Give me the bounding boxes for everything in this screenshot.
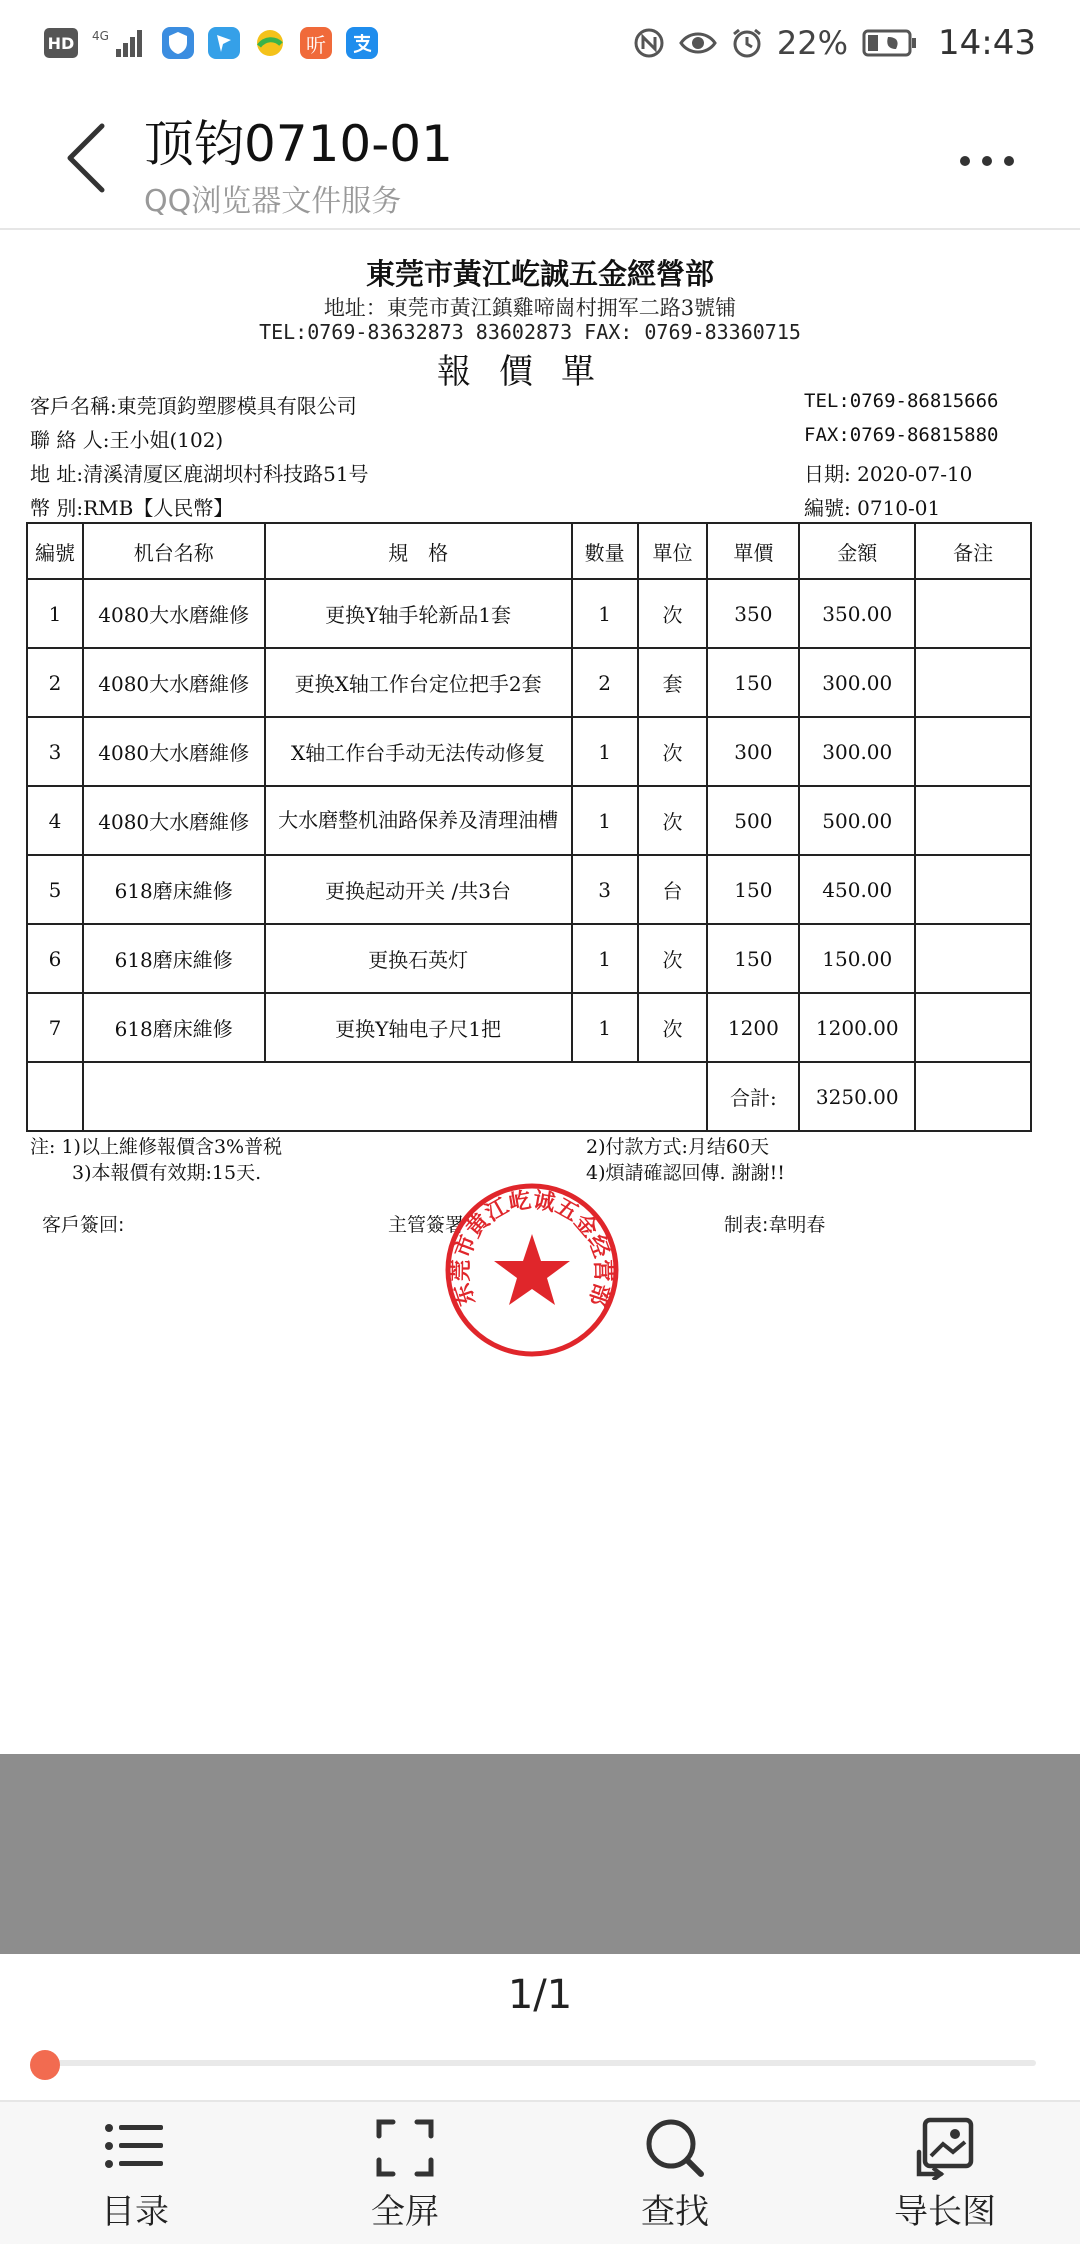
note-3: 3)本報價有效期:15天. (72, 1162, 262, 1184)
page-indicator: 1/1 (507, 1972, 573, 2018)
customer-fax: FAX:0769-86815880 (804, 424, 999, 446)
search-label: 查找 (641, 2192, 709, 2232)
cell-empty (915, 1062, 1031, 1131)
currency: 幣 別:RMB【人民幣】 (30, 496, 234, 520)
page-progress-track[interactable] (44, 2060, 1036, 2066)
cell-note (915, 855, 1031, 924)
search-icon (641, 2116, 709, 2180)
signal-4g-icon (92, 27, 148, 59)
contact-person: 聯 絡 人:王小姐(102) (30, 428, 224, 452)
cell-qty: 3 (572, 855, 638, 924)
back-button[interactable] (56, 116, 120, 200)
more-dot-icon (960, 156, 970, 166)
cell-no: 5 (27, 855, 83, 924)
cell-spec: X轴工作台手动无法传动修复 (265, 717, 572, 786)
fullscreen-label: 全屏 (371, 2192, 439, 2232)
page-subtitle: QQ浏览器文件服务 (144, 184, 402, 219)
cell-price: 350 (707, 579, 799, 648)
back-arrow-icon (56, 116, 120, 200)
toc-button[interactable] (0, 2102, 270, 2244)
cell-price: 300 (707, 717, 799, 786)
cell-machine: 618磨床維修 (83, 924, 265, 993)
col-header-spec: 規 格 (265, 523, 572, 579)
company-name: 東莞市黃江屹誠五金經營部 (365, 257, 714, 291)
cell-machine: 618磨床維修 (83, 855, 265, 924)
fullscreen-icon (371, 2116, 439, 2180)
flag-app-icon (208, 27, 240, 59)
cell-note (915, 648, 1031, 717)
cell-machine: 4080大水磨維修 (83, 579, 265, 648)
customer-signature-label: 客戶簽回: (42, 1214, 125, 1236)
cell-qty: 2 (572, 648, 638, 717)
shield-app-icon (162, 27, 194, 59)
cell-amount: 300.00 (799, 648, 915, 717)
cell-note (915, 786, 1031, 855)
cell-amount: 150.00 (799, 924, 915, 993)
cell-no: 7 (27, 993, 83, 1062)
cell-no: 2 (27, 648, 83, 717)
note-2: 2)付款方式:月结60天 (586, 1136, 770, 1158)
cell-no: 6 (27, 924, 83, 993)
col-header-machine: 机台名称 (83, 523, 265, 579)
table-row (27, 579, 1031, 648)
cell-machine: 4080大水磨維修 (83, 786, 265, 855)
table-row (27, 855, 1031, 924)
cell-amount: 1200.00 (799, 993, 915, 1062)
cell-spec: 更换起动开关 /共3台 (265, 855, 572, 924)
cell-no: 3 (27, 717, 83, 786)
page-progress-handle[interactable] (30, 2050, 60, 2080)
toc-label: 目录 (101, 2192, 169, 2232)
cell-price: 1200 (707, 993, 799, 1062)
network-type-label: 4G (92, 29, 109, 43)
search-button[interactable] (540, 2102, 810, 2244)
clock-time: 14:43 (938, 23, 1036, 63)
table-row (27, 993, 1031, 1062)
cell-spec: 更换Y轴手轮新品1套 (265, 579, 572, 648)
fullscreen-button[interactable] (270, 2102, 540, 2244)
quote-date: 日期: 2020-07-10 (804, 462, 973, 486)
ball-app-icon (254, 27, 286, 59)
cell-note (915, 993, 1031, 1062)
alarm-icon (731, 27, 763, 59)
cell-price: 150 (707, 924, 799, 993)
cell-unit: 次 (638, 579, 708, 648)
cell-unit: 次 (638, 993, 708, 1062)
col-header-unit: 單位 (638, 523, 708, 579)
table-row (27, 648, 1031, 717)
col-header-no: 編號 (27, 523, 83, 579)
table-row (27, 924, 1031, 993)
status-left-icons (44, 27, 378, 59)
cell-qty: 1 (572, 717, 638, 786)
cell-unit: 套 (638, 648, 708, 717)
cell-note (915, 924, 1031, 993)
customer-address: 地 址:清溪清厦区鹿湖坝村科技路51号 (30, 462, 369, 486)
export-image-icon (911, 2116, 979, 2180)
viewer-empty-area (0, 1754, 1080, 1954)
status-right-icons (633, 23, 1036, 63)
cell-note (915, 717, 1031, 786)
supervisor-signature-label: 主管簽署 (388, 1214, 465, 1236)
cell-machine: 618磨床維修 (83, 993, 265, 1062)
cell-qty: 1 (572, 993, 638, 1062)
cell-price: 150 (707, 648, 799, 717)
table-row (27, 717, 1031, 786)
cell-amount: 350.00 (799, 579, 915, 648)
col-header-qty: 數量 (572, 523, 638, 579)
maker-label: 制表:韋明春 (724, 1214, 826, 1236)
eye-icon (679, 27, 717, 59)
battery-percent: 22% (776, 24, 849, 62)
cell-note (915, 579, 1031, 648)
cell-empty (27, 1062, 83, 1131)
ting-app-icon: 听 (300, 27, 332, 59)
cell-amount: 300.00 (799, 717, 915, 786)
hd-icon: HD (44, 28, 78, 58)
col-header-amount: 金額 (799, 523, 915, 579)
cell-unit: 次 (638, 786, 708, 855)
total-label: 合計: (707, 1062, 799, 1131)
quote-table (26, 522, 1032, 1132)
cell-unit: 台 (638, 855, 708, 924)
cell-spec: 更换石英灯 (265, 924, 572, 993)
cell-unit: 次 (638, 924, 708, 993)
cell-machine: 4080大水磨維修 (83, 648, 265, 717)
cell-price: 500 (707, 786, 799, 855)
cell-spec: 更换Y轴电子尺1把 (265, 993, 572, 1062)
customer-name: 客戶名稱:東莞頂鈞塑膠模具有限公司 (30, 394, 357, 418)
bottom-toolbar (0, 2100, 1080, 2244)
status-bar (0, 0, 1080, 86)
cell-spec: 大水磨整机油路保养及清理油槽 (265, 786, 572, 855)
document-title: 報價單 (437, 352, 623, 392)
more-options-button[interactable] (960, 146, 1030, 176)
title-bar (0, 86, 1080, 230)
cell-unit: 次 (638, 717, 708, 786)
note-4: 4)煩請確認回傳. 謝謝!! (586, 1162, 785, 1184)
list-icon (101, 2116, 169, 2180)
company-seal-icon (444, 1182, 620, 1358)
quote-number: 編號: 0710-01 (804, 496, 941, 520)
more-dot-icon (982, 156, 992, 166)
cell-no: 4 (27, 786, 83, 855)
col-header-price: 單價 (707, 523, 799, 579)
export-long-image-button[interactable] (810, 2102, 1080, 2244)
page-title: 顶钧0710-01 (144, 115, 453, 173)
cell-amount: 450.00 (799, 855, 915, 924)
cell-spec: 更换X轴工作台定位把手2套 (265, 648, 572, 717)
note-1: 注: 1)以上維修報價含3%普税 (30, 1136, 283, 1158)
table-header-row (27, 523, 1031, 579)
total-value: 3250.00 (799, 1062, 915, 1131)
cell-machine: 4080大水磨維修 (83, 717, 265, 786)
cell-amount: 500.00 (799, 786, 915, 855)
alipay-app-icon (346, 27, 378, 59)
company-address: 地址：東莞市黃江鎮雞啼崗村拥军二路3號铺 (323, 296, 737, 320)
customer-tel: TEL:0769-86815666 (804, 390, 999, 412)
cell-empty (83, 1062, 708, 1131)
seal-text: 东莞市黄江屹诚五金经营部 (448, 1188, 616, 1309)
cell-qty: 1 (572, 924, 638, 993)
table-total-row (27, 1062, 1031, 1131)
more-dot-icon (1004, 156, 1014, 166)
table-row (27, 786, 1031, 855)
col-header-note: 备注 (915, 523, 1031, 579)
cell-qty: 1 (572, 786, 638, 855)
nfc-icon (633, 27, 665, 59)
cell-price: 150 (707, 855, 799, 924)
cell-qty: 1 (572, 579, 638, 648)
battery-icon (862, 27, 918, 59)
document-viewer[interactable] (0, 232, 1080, 1754)
export-label: 导长图 (894, 2192, 996, 2232)
company-telfax: TEL:0769-83632873 83602873 FAX: 0769-83360715 (259, 320, 801, 344)
cell-no: 1 (27, 579, 83, 648)
